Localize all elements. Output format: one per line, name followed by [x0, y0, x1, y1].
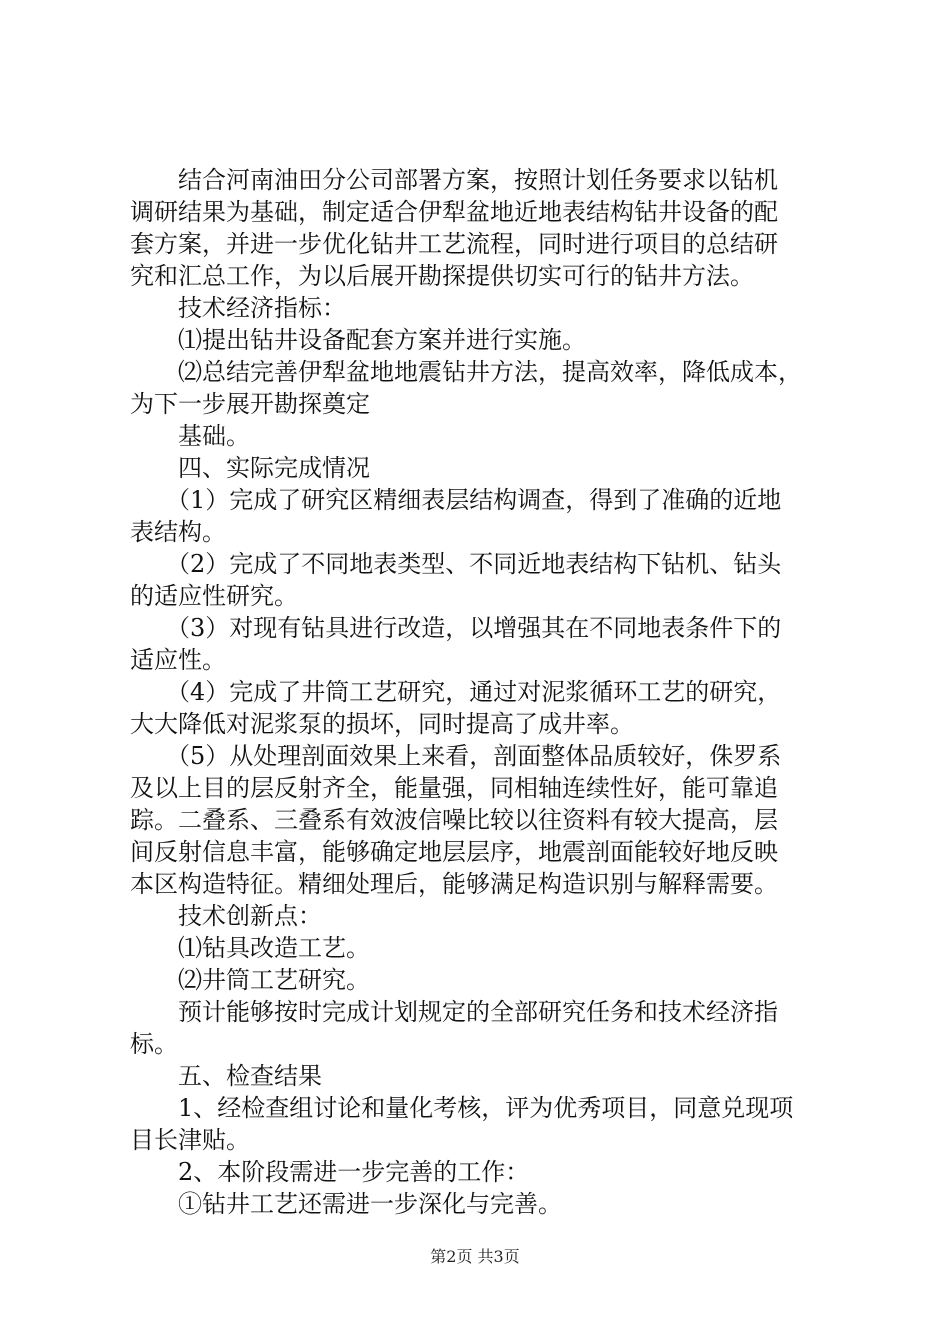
- text-line: 标。: [130, 1030, 178, 1058]
- text-line: 表结构。: [130, 518, 226, 546]
- document-body: [130, 164, 832, 1220]
- text-line: 大大降低对泥浆泵的损坏，同时提高了成井率。: [130, 710, 634, 738]
- list-item: （5）从处理剖面效果上来看，剖面整体品质较好，侏罗系: [130, 742, 782, 770]
- text-line: 的适应性研究。: [130, 582, 298, 610]
- text-line: 目长津贴。: [130, 1126, 250, 1154]
- list-item: ⑴钻具改造工艺。: [130, 934, 370, 962]
- list-item: （4）完成了井筒工艺研究，通过对泥浆循环工艺的研究，: [130, 678, 782, 706]
- list-item: 1、经检查组讨论和量化考核，评为优秀项目，同意兑现项: [130, 1094, 794, 1122]
- section-heading: 技术创新点：: [130, 902, 322, 930]
- text-line: 预计能够按时完成计划规定的全部研究任务和技术经济指: [130, 998, 778, 1026]
- section-heading: 五、检查结果: [130, 1062, 322, 1090]
- list-item: ⑵井筒工艺研究。: [130, 966, 370, 994]
- text-line: 结合河南油田分公司部署方案，按照计划任务要求以钻机: [130, 166, 778, 194]
- text-line: 究和汇总工作，为以后展开勘探提供切实可行的钻井方法。: [130, 262, 754, 290]
- list-item: （2）完成了不同地表类型、不同近地表结构下钻机、钻头: [130, 550, 782, 578]
- list-item: ⑵总结完善伊犁盆地地震钻井方法，提高效率，降低成本，: [130, 358, 802, 386]
- text-line: 套方案，并进一步优化钻井工艺流程，同时进行项目的总结研: [130, 230, 778, 258]
- list-item: （1）完成了研究区精细表层结构调查，得到了准确的近地: [130, 486, 782, 514]
- text-line: 调研结果为基础，制定适合伊犁盆地近地表结构钻井设备的配: [130, 198, 778, 226]
- text-line: 及以上目的层反射齐全，能量强，同相轴连续性好，能可靠追: [130, 774, 778, 802]
- text-line: 踪。二叠系、三叠系有效波信噪比较以往资料有较大提高，层: [130, 806, 778, 834]
- text-line: 为下一步展开勘探奠定: [130, 390, 370, 418]
- list-item: ⑴提出钻井设备配套方案并进行实施。: [130, 326, 586, 354]
- text-line: 本区构造特征。精细处理后，能够满足构造识别与解释需要。: [130, 870, 778, 898]
- section-heading: 技术经济指标：: [130, 294, 346, 322]
- list-item: ①钻井工艺还需进一步深化与完善。: [130, 1190, 562, 1218]
- text-line: 基础。: [130, 422, 250, 450]
- page-number: 第2页 共3页: [430, 1247, 520, 1266]
- list-item: 2、本阶段需进一步完善的工作：: [130, 1158, 530, 1186]
- text-line: 适应性。: [130, 646, 226, 674]
- text-line: 间反射信息丰富，能够确定地层层序，地震剖面能较好地反映: [130, 838, 778, 866]
- section-heading: 四、实际完成情况: [130, 454, 370, 482]
- list-item: （3）对现有钻具进行改造，以增强其在不同地表条件下的: [130, 614, 782, 642]
